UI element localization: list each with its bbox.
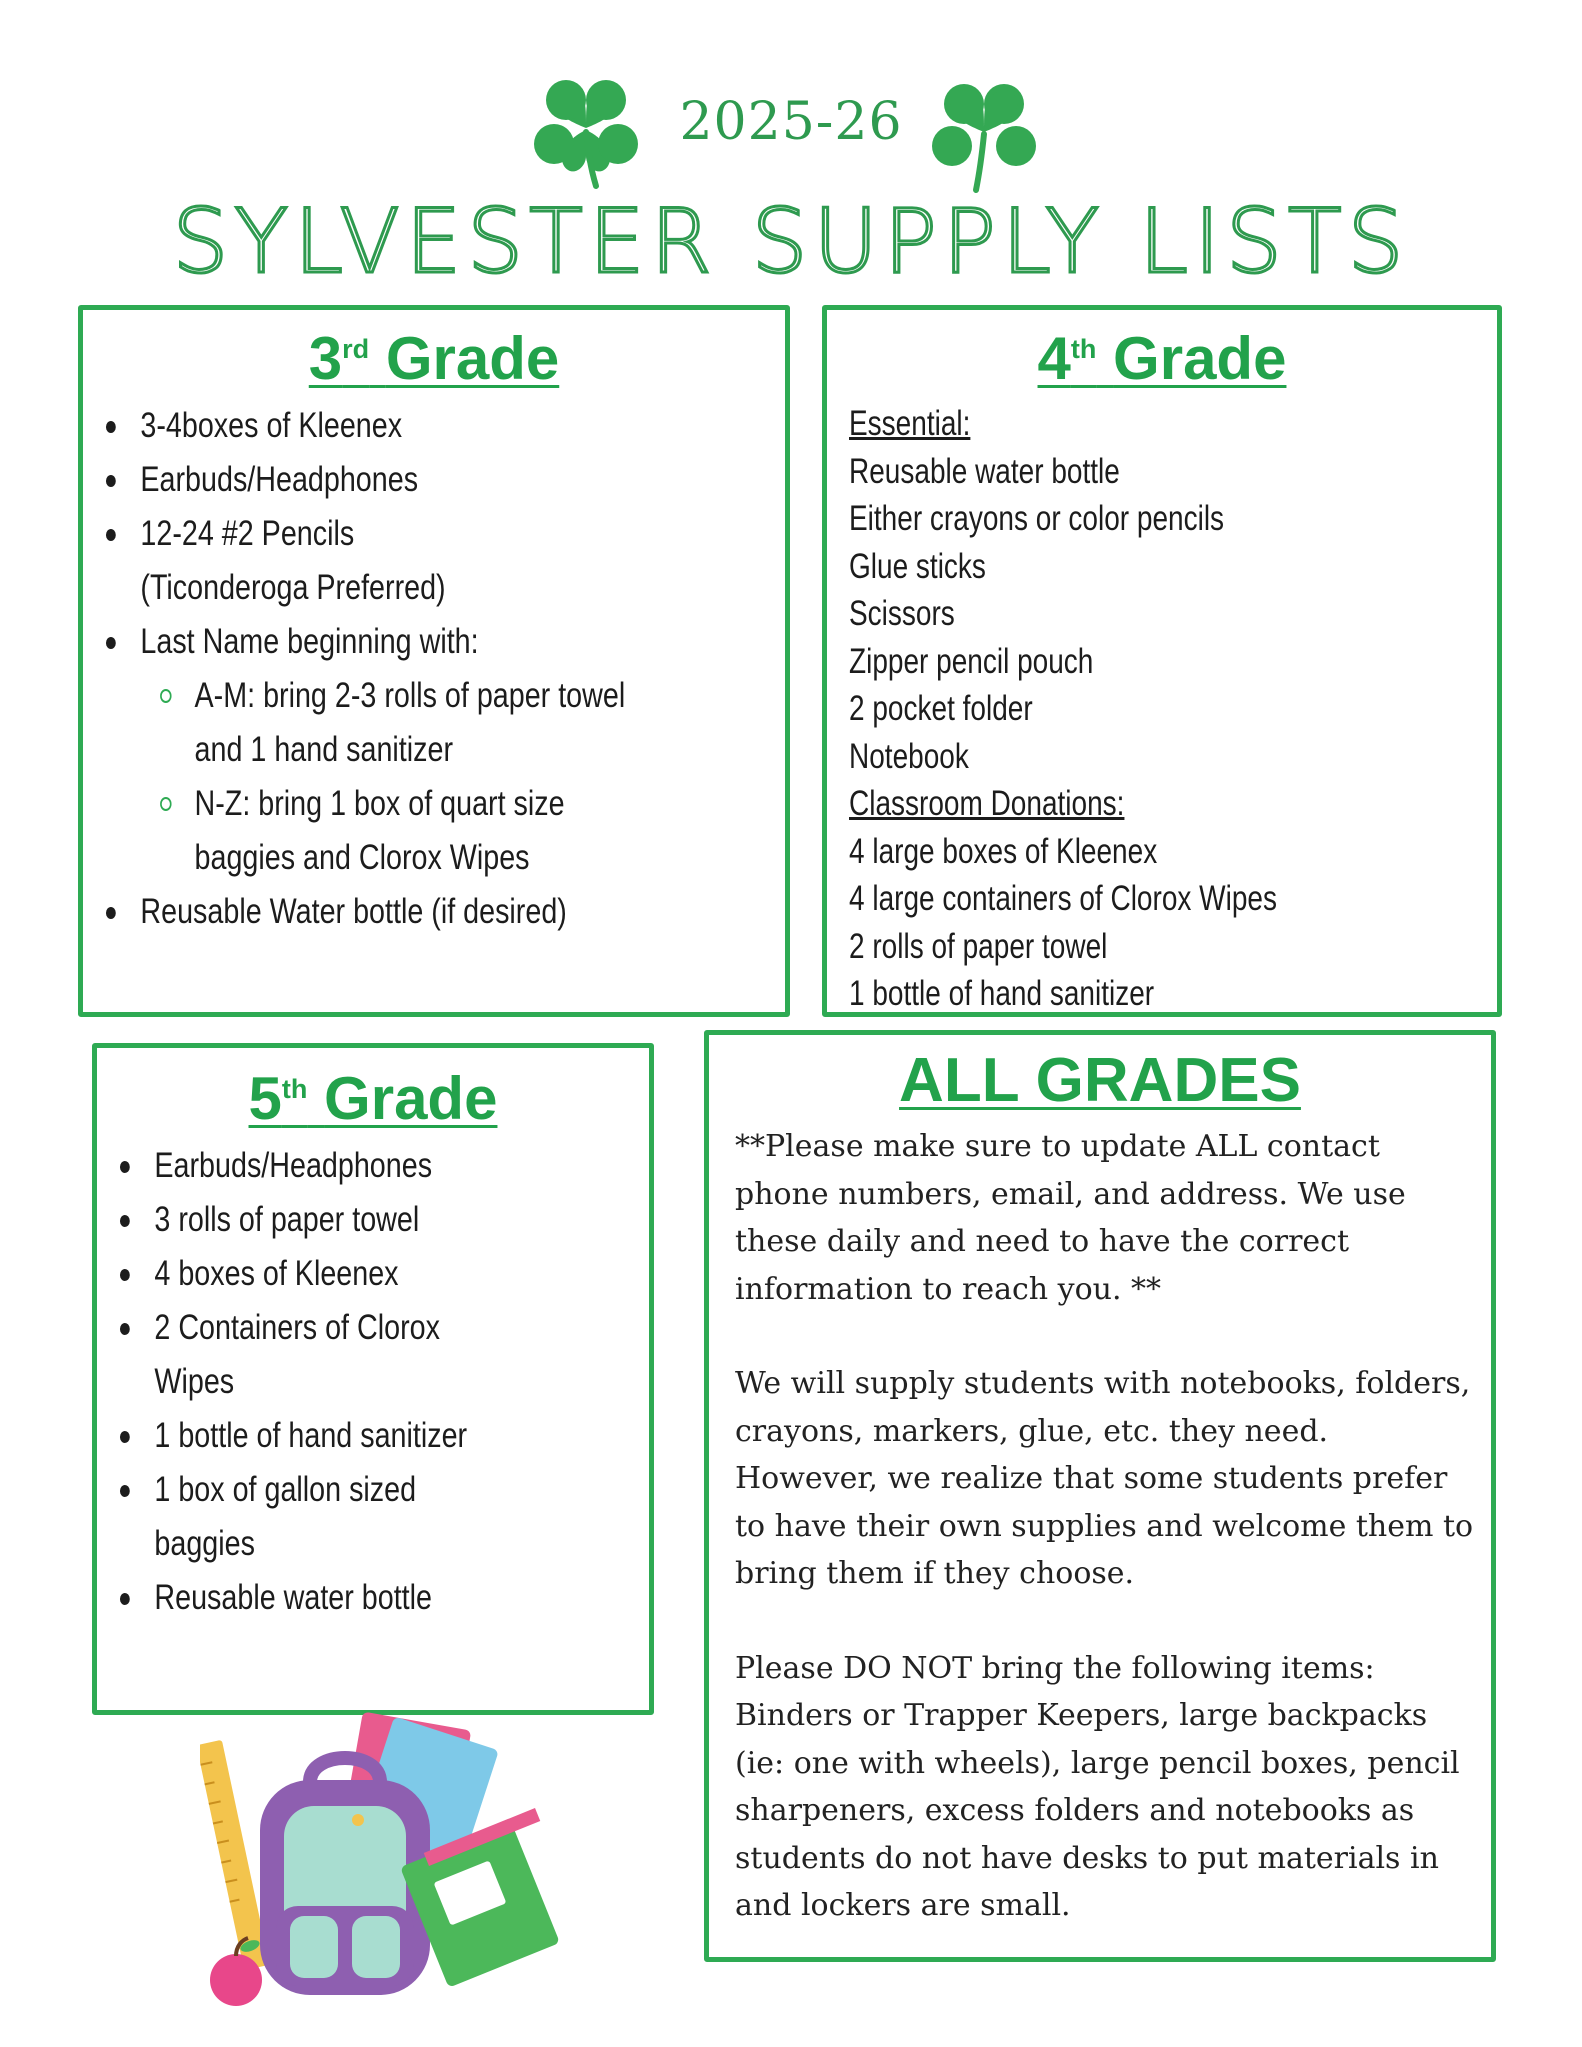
- school-year: 2025-26: [679, 92, 903, 152]
- list-item: 1 box of gallon sized baggies: [130, 1463, 491, 1571]
- list-item: 4 boxes of Kleenex: [130, 1247, 491, 1301]
- all-grades-text: [735, 1123, 1475, 1977]
- list-item: Glue sticks: [849, 546, 986, 586]
- list-item: Either crayons or color pencils: [849, 499, 1225, 538]
- list-item: 3 rolls of paper towel: [130, 1193, 491, 1247]
- essential-label: Essential:: [849, 404, 971, 443]
- list-item: 4 large boxes of Kleenex: [849, 831, 1158, 871]
- grade4-heading: 4th Grade: [1037, 325, 1287, 392]
- grade3-heading: 3rd Grade: [308, 325, 560, 392]
- all-grades-heading: ALL GRADES: [899, 1046, 1301, 1115]
- donations-label: Classroom Donations:: [849, 784, 1125, 823]
- list-item: Zipper pencil pouch: [849, 641, 1094, 681]
- list-item: Notebook: [849, 736, 969, 776]
- sub-list-item: A-M: bring 2-3 rolls of paper towel and 1 hand sanitizer: [191, 669, 650, 777]
- list-item: Reusable water bottle: [130, 1571, 491, 1625]
- list-item: Reusable Water bottle (if desired): [116, 885, 706, 939]
- list-item: 2 Containers of Clorox Wipes: [130, 1301, 491, 1409]
- sub-list-item: N-Z: bring 1 box of quart size baggies and Clorox Wipes: [191, 777, 650, 885]
- list-item: 4 large containers of Clorox Wipes: [849, 879, 1277, 918]
- grade5-box: [92, 1043, 654, 1715]
- paragraph: **Please make sure to update ALL contact phone numbers, email, and address. We use these daily and need to have the correct information to reach you. **: [735, 1129, 1406, 1307]
- list-item: Reusable water bottle: [849, 451, 1120, 491]
- list-item: 1 bottle of hand sanitizer: [130, 1409, 491, 1463]
- list-item: 2 rolls of paper towel: [849, 926, 1108, 966]
- list-item: 12-24 #2 Pencils (Ticonderoga Preferred): [116, 507, 518, 615]
- list-item: Scissors: [849, 594, 955, 633]
- list-item: Earbuds/Headphones: [130, 1139, 491, 1193]
- list-item: Earbuds/Headphones: [116, 453, 706, 507]
- grade5-heading: 5th Grade: [248, 1065, 498, 1132]
- list-item: Last Name beginning with:: [116, 615, 706, 669]
- grade3-box: [78, 305, 790, 1017]
- list-item: 1 bottle of hand sanitizer: [849, 974, 1155, 1013]
- paragraph: Please DO NOT bring the following items: Binders or Trapper Keepers, large backpacks (ie: one with wheels), large pencil boxes, pencil sharpeners, excess folders and notebooks as students do not have desks to put materials in and lockers are small.: [735, 1650, 1460, 1923]
- page-title: SYLVESTER SUPPLY LISTS: [172, 190, 1410, 293]
- grade4-list: [849, 400, 1457, 1018]
- list-item: 2 pocket folder: [849, 689, 1033, 728]
- grade4-box: [822, 305, 1502, 1017]
- paragraph: We will supply students with notebooks, folders, crayons, markers, glue, etc. they need. However, we realize that some students prefer to have their own supplies and welcome them to bring them if they choose.: [735, 1366, 1474, 1591]
- list-item: 3-4boxes of Kleenex: [116, 399, 706, 453]
- grade3-list: [83, 399, 706, 939]
- grade5-list: [97, 1139, 622, 1625]
- all-grades-box: [704, 1030, 1496, 1962]
- backpack-school-supplies-icon: [200, 1710, 580, 2010]
